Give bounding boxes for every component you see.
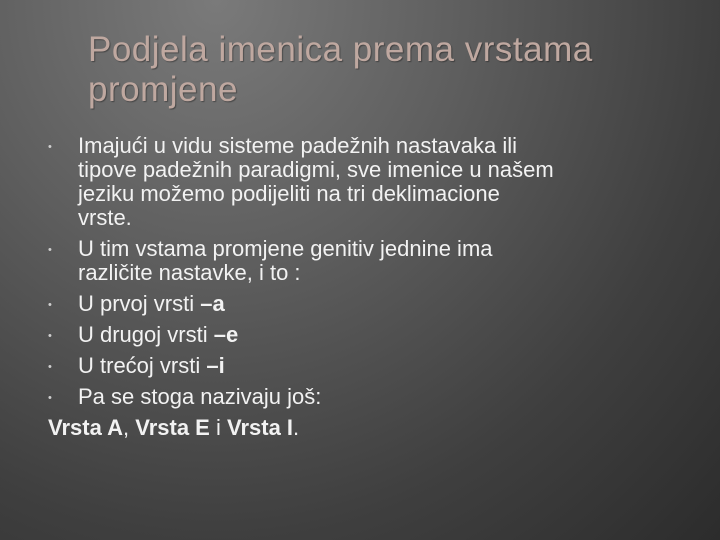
bullet-text: vrste. (78, 205, 132, 230)
bullet-text: U prvoj vrsti (78, 291, 201, 316)
bullet-item (48, 292, 698, 316)
title-line-1: Podjela imenica prema vrstama (88, 30, 593, 69)
bullet-text: tipove padežnih paradigmi, sve imenice u našem (78, 157, 554, 182)
bullet-text: Pa se stoga nazivaju još: (78, 384, 322, 409)
separator: , (123, 415, 136, 440)
bullet-item (48, 237, 698, 285)
bullet-text: U trećoj vrsti (78, 353, 207, 378)
bullet-suffix: –i (206, 353, 225, 378)
bullet-icon: • (48, 361, 52, 373)
vrsta-a: Vrsta A (48, 415, 124, 440)
bullet-text: različite nastavke, i to : (78, 260, 301, 285)
bullet-text: jeziku možemo podijeliti na tri deklimacione (78, 181, 500, 206)
bullet-text: U tim vstama promjene genitiv jednine ima (78, 236, 493, 261)
vrsta-e: Vrsta E (135, 415, 210, 440)
bullet-icon: • (48, 141, 52, 153)
separator: i (209, 415, 227, 440)
bullet-item (48, 134, 698, 230)
slide-body (48, 134, 698, 440)
title-line-2: promjene (88, 69, 238, 109)
final-line (48, 416, 698, 440)
period: . (293, 415, 300, 440)
bullet-item (48, 385, 698, 409)
bullet-item (48, 354, 698, 378)
bullet-text: Imajući u vidu sisteme padežnih nastavaka ili (78, 133, 518, 158)
bullet-suffix: –e (213, 322, 239, 347)
bullet-icon: • (48, 299, 52, 311)
bullet-suffix: –a (200, 291, 225, 316)
slide-title (88, 30, 688, 109)
bullet-text: U drugoj vrsti (78, 322, 214, 347)
vrsta-i: Vrsta I (226, 415, 294, 440)
bullet-item (48, 323, 698, 347)
bullet-icon: • (48, 392, 52, 404)
bullet-icon: • (48, 244, 52, 256)
bullet-icon: • (48, 330, 52, 342)
